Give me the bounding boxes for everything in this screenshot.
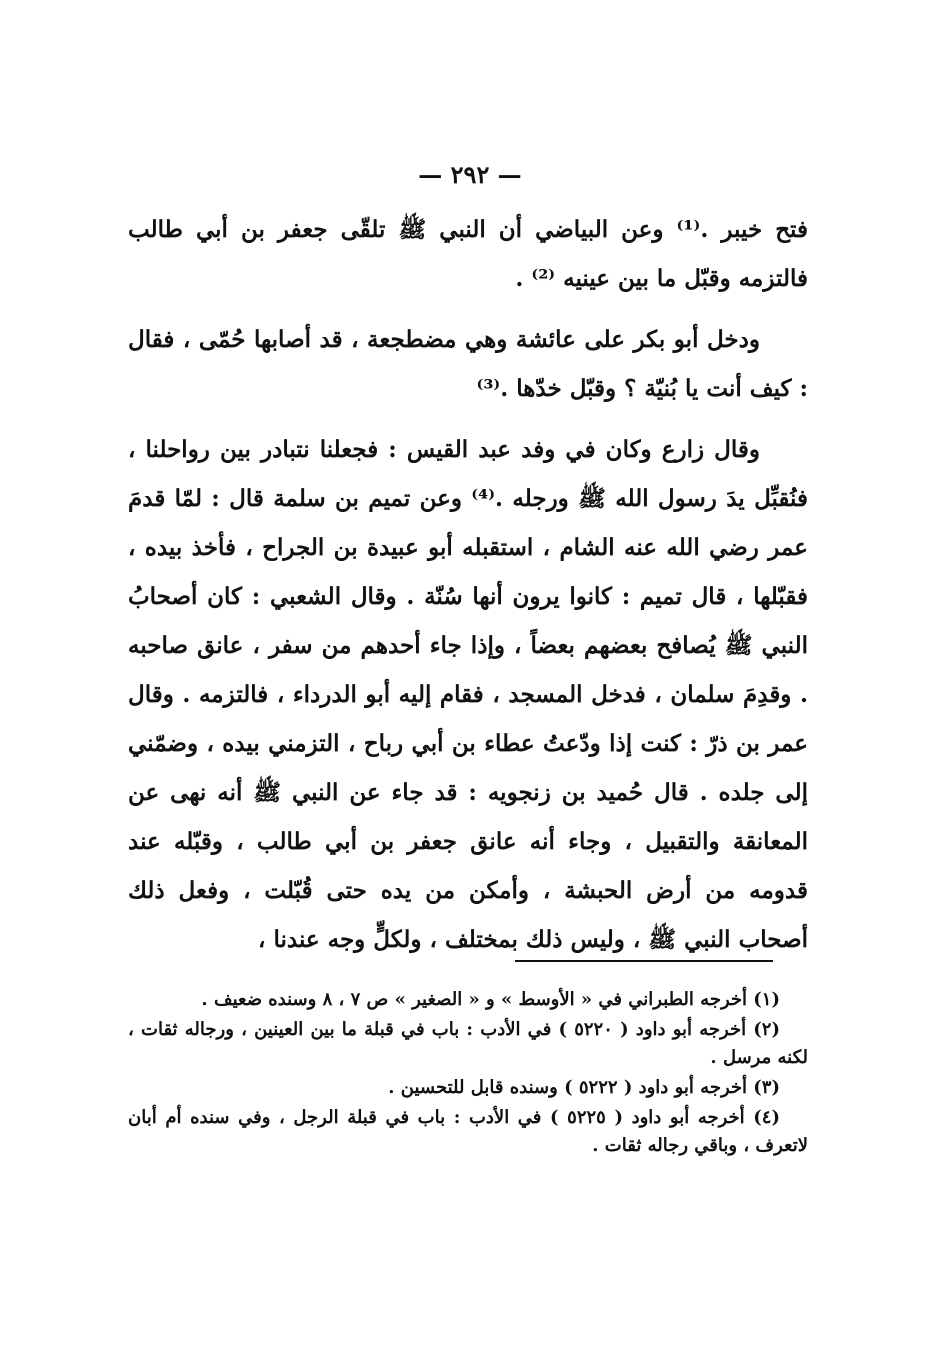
footnote-1: (١) أخرجه الطبراني في « الأوسط » و « الصغير » ص ٧ ، ٨ وسنده ضعيف . bbox=[201, 989, 780, 1010]
paragraph-3: وقال زارع وكان في وفد عبد القيس : فجعلنا نتبادر بين رواحلنا ، فنُقبِّل يدَ رسول الله ﷺ ورجله .⁽⁴⁾ وعن تميم بن سلمة قال : لمّا قدمَ عمر رضي الله عنه الشام ، استقبله أبو عبيدة بن الجراح ، فأخذ بيده ، فقبّلها ، قال تميم : كانوا يرون أنها سُنّة . وقال الشعبي : كان أصحابُ النبي ﷺ يُصافح بعضهم بعضاً ، وإذا جاء أحدهم من سفر ، عانق صاحبه . وقدِمَ سلمان ، فدخل المسجد ، فقام إليه أبو الدرداء ، فالتزمه . وقال عمر بن ذرّ : كنت إذا ودّعتُ عطاء بن أبي رباح ، التزمني بيده ، وضمّني إلى جلده . قال حُميد بن زنجويه : قد جاء عن النبي ﷺ أنه نهى عن المعانقة والتقبيل ، وجاء أنه عانق جعفر بن أبي طالب ، وقبّله عند قدومه من أرض الحبشة ، وأمكن من يده حتى قُبّلت ، وفعل ذلك أصحاب النبي ﷺ ، وليس ذلك بمختلف ، ولكلٍّ وجه عندنا ، bbox=[128, 436, 809, 953]
page-number: — ٢٩٢ — bbox=[418, 160, 522, 189]
footnotes bbox=[128, 986, 808, 1162]
footnote-3: (٣) أخرجه أبو داود ( ٥٢٢٢ ) وسنده قابل للتحسين . bbox=[388, 1077, 780, 1098]
footnote-divider bbox=[515, 960, 773, 962]
paragraph-1: فتح خيبر .⁽¹⁾ وعن البياضي أن النبي ﷺ تلقّى جعفر بن أبي طالب فالتزمه وقبّل ما بين عينيه ⁽²⁾ . bbox=[128, 216, 808, 292]
main-text bbox=[128, 205, 808, 976]
footnote-2: (٢) أخرجه أبو داود ( ٥٢٢٠ ) في الأدب : باب في قبلة ما بين العينين ، ورجاله ثقات ، لكنه مرسل . bbox=[128, 1019, 808, 1068]
footnote-4: (٤) أخرجه أبو داود ( ٥٢٢٥ ) في الأدب : باب في قبلة الرجل ، وفي سنده أم أبان لاتعرف ، وباقي رجاله ثقات . bbox=[128, 1107, 808, 1156]
paragraph-2: ودخل أبو بكر على عائشة وهي مضطجعة ، قد أصابها حُمّى ، فقال : كيف أنت يا بُنيّة ؟ وقبّل خدّها .⁽³⁾ bbox=[128, 326, 808, 402]
